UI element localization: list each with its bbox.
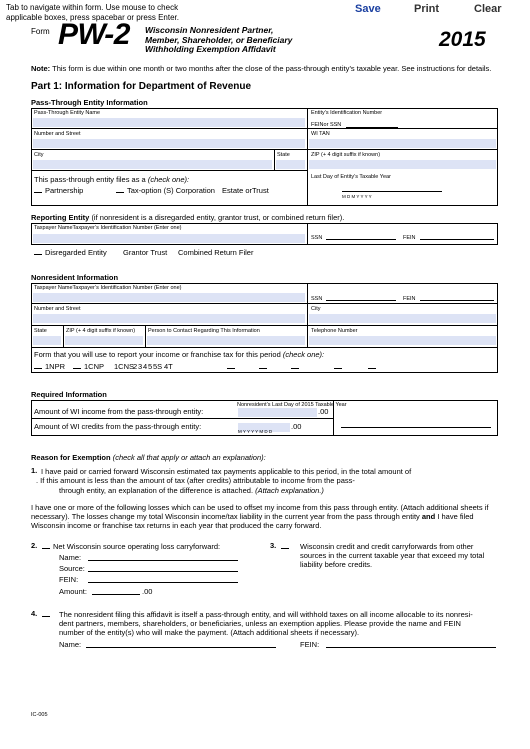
reason-1-line-1: I have paid or carried forward Wisconsin estimated tax payments applicable to this period, in the total amount of	[41, 467, 412, 476]
losses-and: and	[421, 512, 436, 521]
required-date-hint: M Y Y Y Y M D D	[238, 429, 273, 434]
reason-3-line-1: Wisconsin credit and credit carryforwards from other	[300, 542, 474, 551]
nonresident-year-end-input[interactable]	[341, 419, 491, 428]
reason-1-checkbox[interactable]	[41, 467, 411, 476]
tax-option-checkbox[interactable]	[116, 186, 215, 195]
entity-id-input[interactable]	[346, 119, 398, 128]
divider	[31, 149, 498, 150]
date-hint: M D M Y Y Y Y	[342, 194, 372, 199]
state-label: State	[277, 152, 290, 158]
credits-cents: .00	[291, 422, 302, 431]
r2-fein-input[interactable]	[88, 574, 238, 583]
income-label: Amount of WI income from the pass-through entity:	[34, 407, 204, 416]
r4-name-input[interactable]	[86, 639, 276, 648]
reporting-fein-input[interactable]	[420, 231, 494, 240]
r2-amount-input[interactable]	[92, 586, 140, 595]
form-4-label: 4	[143, 362, 148, 371]
nonresident-fein-label: FEIN	[403, 296, 416, 302]
reason-number: 4.	[31, 609, 38, 618]
nonresident-ssn-label: SSN	[311, 296, 323, 302]
nonresident-street-input[interactable]	[33, 314, 305, 323]
grantor-label: Grantor Trust	[123, 248, 168, 257]
combined-label: Combined Return Filer	[178, 248, 254, 257]
checkbox-mark	[34, 254, 42, 255]
reason-4-checkbox[interactable]	[42, 610, 53, 619]
blank-checkbox[interactable]	[334, 362, 345, 371]
nonresident-ssn-input[interactable]	[326, 292, 396, 301]
divider	[31, 347, 498, 348]
form-1cns-label: 1CNS	[114, 362, 135, 371]
fein-or-ssn-label	[311, 122, 341, 128]
blank-checkbox[interactable]	[291, 362, 302, 371]
form-1npr-checkbox[interactable]	[34, 362, 65, 371]
trust-label: Trust	[252, 186, 269, 195]
nonresident-city-input[interactable]	[309, 314, 496, 323]
nonresident-state-label: State	[34, 328, 47, 334]
reason-1-line-3-text: through entity, an explanation of the difference is attached.	[59, 486, 254, 495]
losses-text-a: I have one or more of the following losses which can be used to offset my income from this pass through entity. (Attach additional sheets if necessary). The losses change my total Wisconsin income/tax liability in the current year from the pass through entity	[31, 503, 489, 521]
form-code: IC-005	[31, 712, 48, 718]
phone-label: Telephone Number	[311, 328, 358, 334]
navigation-hint: Tab to navigate within form. Use mouse to check applicable boxes, press spacebar or press Enter.	[6, 3, 179, 22]
grantor-checkbox[interactable]	[123, 248, 167, 257]
r2-name-input[interactable]	[88, 552, 238, 561]
files-as-label	[34, 176, 189, 185]
exemption-heading-sub: (check all that apply or attach an explanation):	[112, 453, 266, 462]
checkbox-mark	[73, 368, 81, 369]
form-2-checkbox[interactable]	[133, 362, 137, 371]
divider	[307, 283, 308, 347]
form-2-label: 2	[133, 362, 138, 371]
ssn-label: SSN	[329, 122, 342, 128]
losses-paragraph	[31, 503, 501, 530]
form-title-line-3: Withholding Exemption Affidavit	[145, 44, 276, 54]
taxpayer-id-label: Taxpayer’s Identification Number (Enter one)	[72, 285, 182, 291]
reporting-taxpayer-input[interactable]	[33, 234, 305, 243]
reason-4-num	[31, 610, 37, 619]
reason-number: 3.	[270, 541, 277, 550]
reason-1-line-3-hint: (Attach explanation.)	[255, 486, 324, 495]
income-cents: .00	[318, 407, 329, 416]
form-1cnp-checkbox[interactable]	[73, 362, 104, 371]
reason-3-text	[300, 542, 500, 569]
save-button[interactable]: Save	[355, 3, 381, 15]
nonresident-taxpayer-label	[34, 285, 181, 291]
r2-source-label: Source:	[59, 564, 85, 573]
nonresident-zip-label: ZIP (+ 4 digit suffix if known)	[66, 328, 136, 334]
losses-text-b: I have filed Wisconsin income or franchise tax returns in each year that produced the carry forward.	[31, 512, 474, 530]
reporting-ssn-label: SSN	[311, 235, 323, 241]
reason-1-num	[31, 467, 37, 476]
blank-checkbox[interactable]	[259, 362, 270, 371]
form-5-checkbox[interactable]	[148, 362, 152, 371]
form-1cnp-label: 1CNP	[84, 362, 105, 371]
combined-checkbox[interactable]	[178, 248, 253, 257]
r2-fein-label: FEIN:	[59, 575, 79, 584]
partnership-checkbox[interactable]	[34, 186, 83, 195]
checkbox-mark	[34, 368, 42, 369]
nonresident-last-day-label: Nonresident’s Last Day of 2015 Taxable Year	[237, 402, 347, 408]
reason-number: 2.	[31, 541, 38, 550]
exemption-heading-text: Reason for Exemption	[31, 453, 111, 462]
entity-name-input[interactable]	[33, 118, 305, 127]
reporting-heading-text: Reporting Entity	[31, 213, 90, 222]
nonresident-street-label: Number and Street	[34, 306, 81, 312]
reason-1-line-3	[59, 487, 324, 496]
credits-label: Amount of WI credits from the pass-through entity:	[34, 422, 202, 431]
reason-3-line-2: sources in the current taxable year that exceed my total	[300, 551, 485, 560]
required-heading: Required Information	[31, 390, 107, 399]
reporting-taxpayer-label	[34, 225, 181, 231]
taxpayer-name-label: Taxpayer Name	[34, 285, 73, 291]
form-word: Form	[31, 27, 50, 36]
city-input[interactable]	[33, 160, 272, 169]
entity-id-label: Entity’s Identification Number	[311, 110, 383, 116]
reason-3-num	[270, 542, 276, 551]
entity-year-end-input[interactable]	[342, 183, 442, 192]
divider	[31, 128, 498, 129]
form-used-text: Form that you will use to report your income or franchise tax for this period	[34, 350, 281, 359]
contact-label: Person to Contact Regarding This Information	[148, 328, 260, 334]
form-1npr-label: 1NPR	[45, 362, 66, 371]
divider	[145, 325, 146, 347]
blank-checkbox[interactable]	[227, 362, 238, 371]
city-label: City	[34, 152, 44, 158]
divider	[31, 303, 498, 304]
form-1cns-checkbox[interactable]	[114, 362, 134, 371]
nonresident-taxpayer-input[interactable]	[33, 293, 305, 302]
blank-checkbox[interactable]	[368, 362, 379, 371]
reason-1-line-2: . If this amount is less than the amount of tax (after credits) attributable to income from the pass-	[36, 476, 355, 485]
wi-tan-label: WI TAN	[311, 131, 330, 137]
disregarded-label: Disregarded Entity	[45, 248, 107, 257]
estate-checkbox[interactable]	[222, 186, 252, 195]
clear-button[interactable]: Clear	[474, 3, 502, 15]
fein-label: FEIN	[311, 122, 324, 128]
r4-fein-input[interactable]	[326, 639, 496, 648]
reporting-heading-sub: (if nonresident is a disregarded entity, grantor trust, or combined return filer).	[91, 213, 345, 222]
estate-label: Estate	[222, 186, 244, 195]
form-4-checkbox[interactable]	[143, 362, 147, 371]
checkbox-mark	[116, 192, 124, 193]
form-5-label: 5	[148, 362, 153, 371]
form-4t-checkbox[interactable]	[164, 362, 173, 371]
files-as-text: This pass-through entity files as a	[34, 175, 146, 184]
form-3-checkbox[interactable]	[138, 362, 142, 371]
reason-4-text	[59, 610, 504, 637]
contact-input[interactable]	[147, 336, 305, 345]
reason-2-num	[31, 542, 37, 551]
partnership-label: Partnership	[45, 186, 84, 195]
form-5s-label: 5S	[153, 362, 163, 371]
form-4t-label: 4T	[164, 362, 173, 371]
nonresident-zip-input[interactable]	[65, 336, 143, 345]
street-label: Number and Street	[34, 131, 81, 137]
checkbox-mark	[227, 368, 235, 369]
divider	[31, 418, 333, 419]
form-used-label	[34, 351, 324, 360]
reason-2-title: Net Wisconsin source operating loss carryforward:	[53, 542, 221, 551]
form-title-line-1: Wisconsin Nonresident Partner,	[145, 25, 274, 35]
nonresident-state-input[interactable]	[33, 336, 61, 345]
divider	[307, 223, 308, 245]
or-label: or	[323, 122, 329, 128]
note-label: Note:	[31, 64, 51, 73]
r2-name-label: Name:	[59, 553, 82, 562]
reporting-ssn-input[interactable]	[326, 231, 396, 240]
entity-name-label: Pass-Through Entity Name	[34, 110, 101, 116]
reason-3-checkbox[interactable]	[281, 542, 292, 551]
wi-tan-input[interactable]	[309, 139, 496, 148]
exemption-heading	[31, 453, 266, 462]
form-year: 2015	[439, 28, 486, 51]
form-used-hint: (check one):	[282, 350, 325, 359]
checkbox-mark	[42, 548, 50, 549]
form-3-label: 3	[138, 362, 143, 371]
form-title-line-2: Member, Shareholder, or Beneficiary	[145, 34, 293, 45]
disregarded-checkbox[interactable]	[34, 248, 107, 257]
checkbox-mark	[34, 192, 42, 193]
tax-option-label: Tax-option (S) Corporation	[127, 186, 215, 195]
last-day-label: Last Day of Entity’s Taxable Year	[311, 174, 391, 180]
reporting-fein-label: FEIN	[403, 235, 416, 241]
reason-2-checkbox[interactable]	[42, 542, 220, 551]
reason-number: 1.	[31, 466, 38, 475]
income-amount-input[interactable]	[238, 408, 317, 417]
checkbox-mark	[368, 368, 376, 369]
files-as-hint: (check one):	[147, 175, 190, 184]
form-title	[145, 26, 375, 55]
r4-name-label: Name:	[59, 640, 82, 649]
divider	[274, 149, 275, 170]
checkbox-mark	[291, 368, 299, 369]
or-word: or	[245, 186, 253, 195]
r2-amount-cents: .00	[142, 587, 153, 596]
divider	[307, 108, 308, 206]
nonresident-heading: Nonresident Information	[31, 273, 119, 282]
due-note	[31, 64, 511, 73]
reason-3-line-3: liability before credits.	[300, 560, 373, 569]
zip-input[interactable]	[309, 160, 496, 169]
r2-source-input[interactable]	[88, 563, 238, 572]
r4-fein-label: FEIN:	[300, 640, 320, 649]
divider	[63, 325, 64, 347]
checkbox-mark	[42, 616, 50, 617]
checkbox-mark	[334, 368, 342, 369]
trust-checkbox[interactable]	[252, 186, 269, 195]
pass-through-heading: Pass-Through Entity Information	[31, 98, 148, 107]
zip-label: ZIP (+ 4 digit suffix if known)	[311, 152, 381, 158]
taxpayer-name-label: Taxpayer Name	[34, 225, 73, 231]
form-number: PW-2	[58, 18, 130, 51]
form-5s-checkbox[interactable]	[153, 362, 162, 371]
print-button[interactable]: Print	[414, 3, 440, 15]
reason-4-line-1: The nonresident filing this affidavit is itself a pass-through entity, and will withhold taxes on all income allocable to its nonresi-	[59, 610, 473, 619]
nonresident-fein-input[interactable]	[420, 292, 494, 301]
divider	[31, 170, 307, 171]
state-input[interactable]	[276, 160, 305, 169]
part1-title: Part 1: Information for Department of Revenue	[31, 81, 252, 92]
phone-input[interactable]	[309, 336, 496, 345]
divider	[31, 325, 498, 326]
reporting-heading	[31, 213, 344, 222]
reason-4-line-3: number of the entity(s) who will make the payment. (Attach additional sheets if necessary).	[59, 628, 360, 637]
taxpayer-id-label: Taxpayer’s Identification Number (Enter one)	[72, 225, 182, 231]
checkbox-mark	[281, 548, 289, 549]
street-input[interactable]	[33, 139, 305, 148]
note-text: This form is due within one month or two months after the close of the pass-through entity’s taxable year. See instructions for details.	[52, 64, 492, 73]
nonresident-city-label: City	[311, 306, 321, 312]
reason-4-line-2: dent partners, members, shareholders, or beneficiaries, unless an exemption applies. Please provide the name and FEIN	[59, 619, 461, 628]
r2-amount-label: Amount:	[59, 587, 87, 596]
checkbox-mark	[259, 368, 267, 369]
